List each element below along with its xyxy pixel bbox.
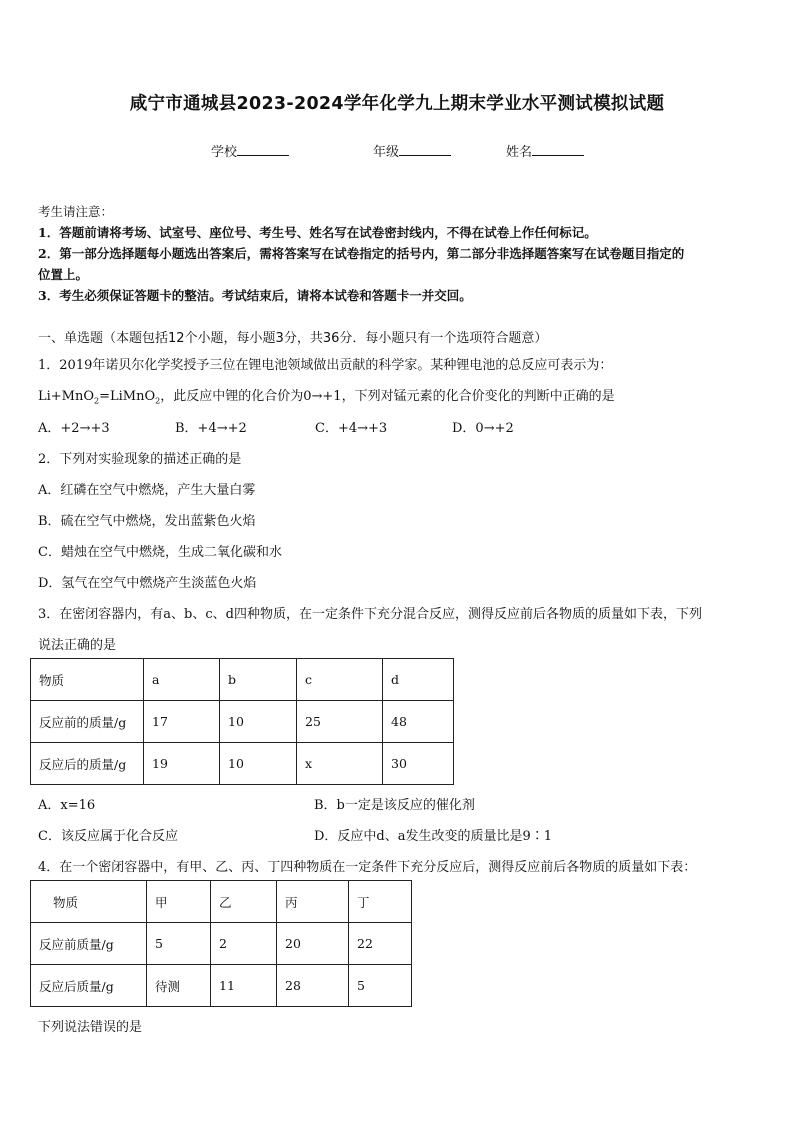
q3-stem: 3．在密闭容器内，有a、b、c、d四种物质，在一定条件下充分混合反应，测得反应前后各物质的质量如下表，下列: [38, 607, 702, 622]
grade-label: 年级: [373, 145, 400, 160]
q3-option-b: B．b一定是该反应的催化剂: [314, 798, 475, 813]
q1-eq-sub1: 2: [94, 396, 100, 406]
table-cell: 30: [383, 743, 454, 785]
table-cell: 2: [211, 923, 277, 965]
q3-stem-cont: 说法正确的是: [38, 638, 117, 653]
table-cell: 物质: [31, 659, 144, 701]
table-row: [31, 923, 412, 965]
school-field: [211, 141, 289, 160]
table-row: [31, 743, 454, 785]
table-row: [31, 701, 454, 743]
q1-eq-sub2: 2: [155, 396, 161, 406]
table-cell: 丁: [349, 881, 412, 923]
table-cell: x: [297, 743, 383, 785]
grade-blank: [399, 143, 451, 156]
q1-stem: 1．2019年诺贝尔化学奖授予三位在锂电池领域做出贡献的科学家。某种锂电池的总反应可表示为：: [38, 358, 613, 373]
q1-option-a: A．+2→+3: [38, 421, 110, 436]
q3-option-d: D．反应中d、a发生改变的质量比是9∶1: [314, 829, 553, 844]
school-label: 学校: [211, 145, 238, 160]
notice-item-2: 2．第一部分选择题每小题选出答案后，需将答案写在试卷指定的括号内，第二部分非选择题答案写在试卷题目指定的: [38, 246, 685, 261]
table-cell: 19: [144, 743, 220, 785]
table-cell: b: [220, 659, 297, 701]
table-cell: 5: [349, 965, 412, 1007]
section-heading: 一、单选题（本题包括12个小题，每小题3分，共36分．每小题只有一个选项符合题意）: [38, 331, 548, 346]
table-cell: 待测: [147, 965, 211, 1007]
q1-eq-part1: Li+MnO: [38, 389, 95, 404]
table-row: [31, 659, 454, 701]
table-cell: a: [144, 659, 220, 701]
q2-option-b: B．硫在空气中燃烧，发出蓝紫色火焰: [38, 514, 256, 529]
q1-equation-line: [38, 385, 615, 404]
table-cell: c: [297, 659, 383, 701]
q2-option-d: D．氢气在空气中燃烧产生淡蓝色火焰: [38, 576, 257, 591]
table-cell: 20: [277, 923, 349, 965]
table-cell: 反应后的质量/g: [31, 743, 144, 785]
table-cell: 甲: [147, 881, 211, 923]
q3-option-a: A．x=16: [38, 798, 96, 813]
q1-option-b: B．+4→+2: [175, 421, 247, 436]
table-cell: 11: [211, 965, 277, 1007]
q2-option-a: A．红磷在空气中燃烧，产生大量白雾: [38, 483, 256, 498]
notice-heading: 考生请注意：: [38, 204, 114, 219]
table-cell: 28: [277, 965, 349, 1007]
table-cell: d: [383, 659, 454, 701]
table-cell: 25: [297, 701, 383, 743]
table-cell: 乙: [211, 881, 277, 923]
q1-option-d: D．0→+2: [452, 421, 514, 436]
q1-eq-part2: =LiMnO: [99, 389, 156, 404]
table-row: [31, 881, 412, 923]
q4-followup: 下列说法错误的是: [38, 1020, 143, 1035]
table-cell: 17: [144, 701, 220, 743]
table-cell: 10: [220, 701, 297, 743]
table-cell: 22: [349, 923, 412, 965]
table-cell: 5: [147, 923, 211, 965]
table-cell: 反应前质量/g: [31, 923, 147, 965]
notice-item-3: 3．考生必须保证答题卡的整洁。考试结束后，请将本试卷和答题卡一并交回。: [38, 288, 472, 303]
q1-eq-part3: ，此反应中锂的化合价为0→+1，下列对锰元素的化合价变化的判断中正确的是: [160, 389, 615, 404]
grade-field: [373, 141, 451, 160]
table-cell: 丙: [277, 881, 349, 923]
notice-item-1: 1．答题前请将考场、试室号、座位号、考生号、姓名写在试卷密封线内，不得在试卷上作任何标记。: [38, 225, 597, 240]
q2-option-c: C．蜡烛在空气中燃烧，生成二氧化碳和水: [38, 545, 282, 560]
name-label: 姓名: [506, 145, 533, 160]
name-field: [506, 141, 584, 160]
q3-table: [30, 658, 454, 785]
table-cell: 48: [383, 701, 454, 743]
page-title: 咸宁市通城县2023-2024学年化学九上期末学业水平测试模拟试题: [129, 94, 665, 114]
q1-option-c: C．+4→+3: [315, 421, 388, 436]
table-cell: 物质: [31, 881, 147, 923]
table-row: [31, 965, 412, 1007]
q4-stem: 4．在一个密闭容器中，有甲、乙、丙、丁四种物质在一定条件下充分反应后，测得反应前后各物质的质量如下表：: [38, 860, 697, 875]
table-cell: 10: [220, 743, 297, 785]
name-blank: [532, 143, 584, 156]
q3-option-c: C．该反应属于化合反应: [38, 829, 178, 844]
q4-table: [30, 880, 412, 1007]
table-cell: 反应前的质量/g: [31, 701, 144, 743]
q2-stem: 2．下列对实验现象的描述正确的是: [38, 452, 242, 467]
school-blank: [237, 143, 289, 156]
table-cell: 反应后质量/g: [31, 965, 147, 1007]
notice-item-2-cont: 位置上。: [38, 267, 89, 282]
